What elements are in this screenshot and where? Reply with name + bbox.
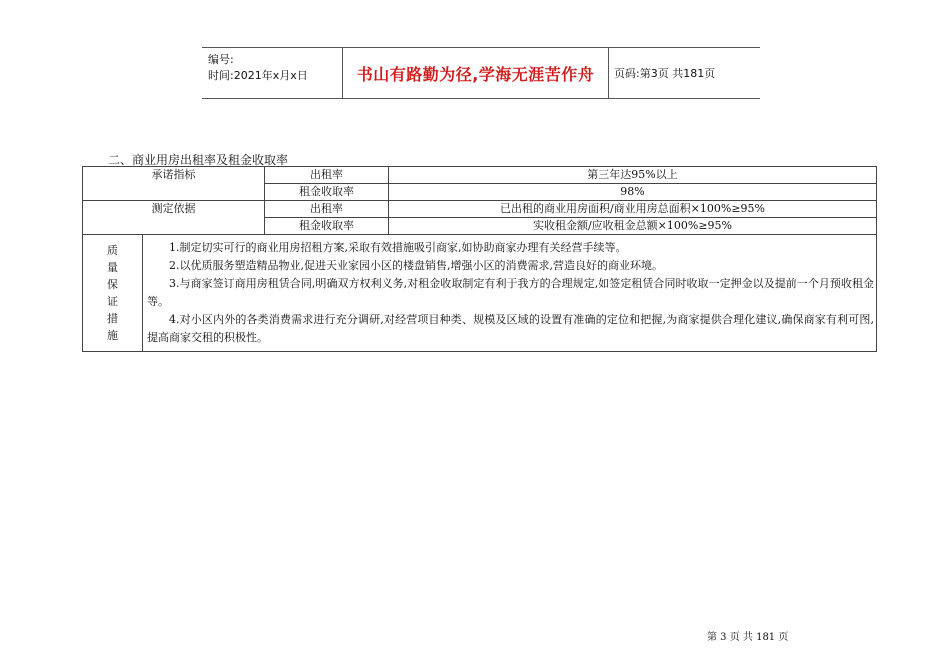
page-footer: 第 3 页 共 181 页 <box>707 632 789 643</box>
table-row <box>83 235 877 352</box>
commitment-occupancy-value: 第三年达95%以上 <box>389 167 877 184</box>
measures-label-char: 质 <box>107 244 118 257</box>
header-meta <box>202 48 342 98</box>
measure-item: 4.对小区内外的各类消费需求进行充分调研,对经营项目种类、规模及区域的设置有准确的定位和把握,为商家提供合理化建议,确保商家有利可图,提高商家交租的积极性。 <box>147 313 874 344</box>
commitment-label: 承诺指标 <box>83 167 265 201</box>
measures-label <box>83 235 143 352</box>
rental-table <box>82 166 877 352</box>
basis-label: 测定依据 <box>83 201 265 235</box>
measures-label-char: 量 <box>107 261 118 274</box>
collection-label: 租金收取率 <box>265 184 389 201</box>
measures-label-char: 措 <box>107 312 118 325</box>
occupancy-label: 出租率 <box>265 201 389 218</box>
header-page-number: 页码:第3页 共181页 <box>614 67 716 80</box>
table-row <box>83 167 877 184</box>
basis-occupancy-formula: 已出租的商业用房面积/商业用房总面积×100%≥95% <box>389 201 877 218</box>
measures-content <box>143 235 877 352</box>
measure-item: 2.以优质服务塑造精品物业,促进天业家园小区的楼盘销售,增强小区的消费需求,营造良好的商业环境。 <box>169 259 663 272</box>
measures-label-char: 证 <box>107 295 118 308</box>
serial-number-label: 编号: <box>208 53 234 66</box>
basis-collection-formula: 实收租金额/应收租金总额×100%≥95% <box>389 218 877 235</box>
measures-label-char: 施 <box>107 329 118 342</box>
measure-item: 3.与商家签订商用房租赁合同,明确双方权利义务,对租金收取制定有利于我方的合理规定,如签定租赁合同时收取一定押金以及提前一个月预收租金等。 <box>147 277 874 308</box>
measures-label-char: 保 <box>107 278 118 291</box>
occupancy-label: 出租率 <box>265 167 389 184</box>
section-title: 二、商业用房出租率及租金收取率 <box>108 153 289 167</box>
measure-item: 1.制定切实可行的商业用房招租方案,采取有效措施吸引商家,如协助商家办理有关经营手续等。 <box>169 241 627 254</box>
collection-label: 租金收取率 <box>265 218 389 235</box>
table-row <box>83 201 877 218</box>
time-label: 时间:2021年x月x日 <box>208 69 308 82</box>
page-header <box>202 47 760 99</box>
header-motto: 书山有路勤为径,学海无涯苦作舟 <box>342 48 609 98</box>
commitment-collection-value: 98% <box>389 184 877 201</box>
